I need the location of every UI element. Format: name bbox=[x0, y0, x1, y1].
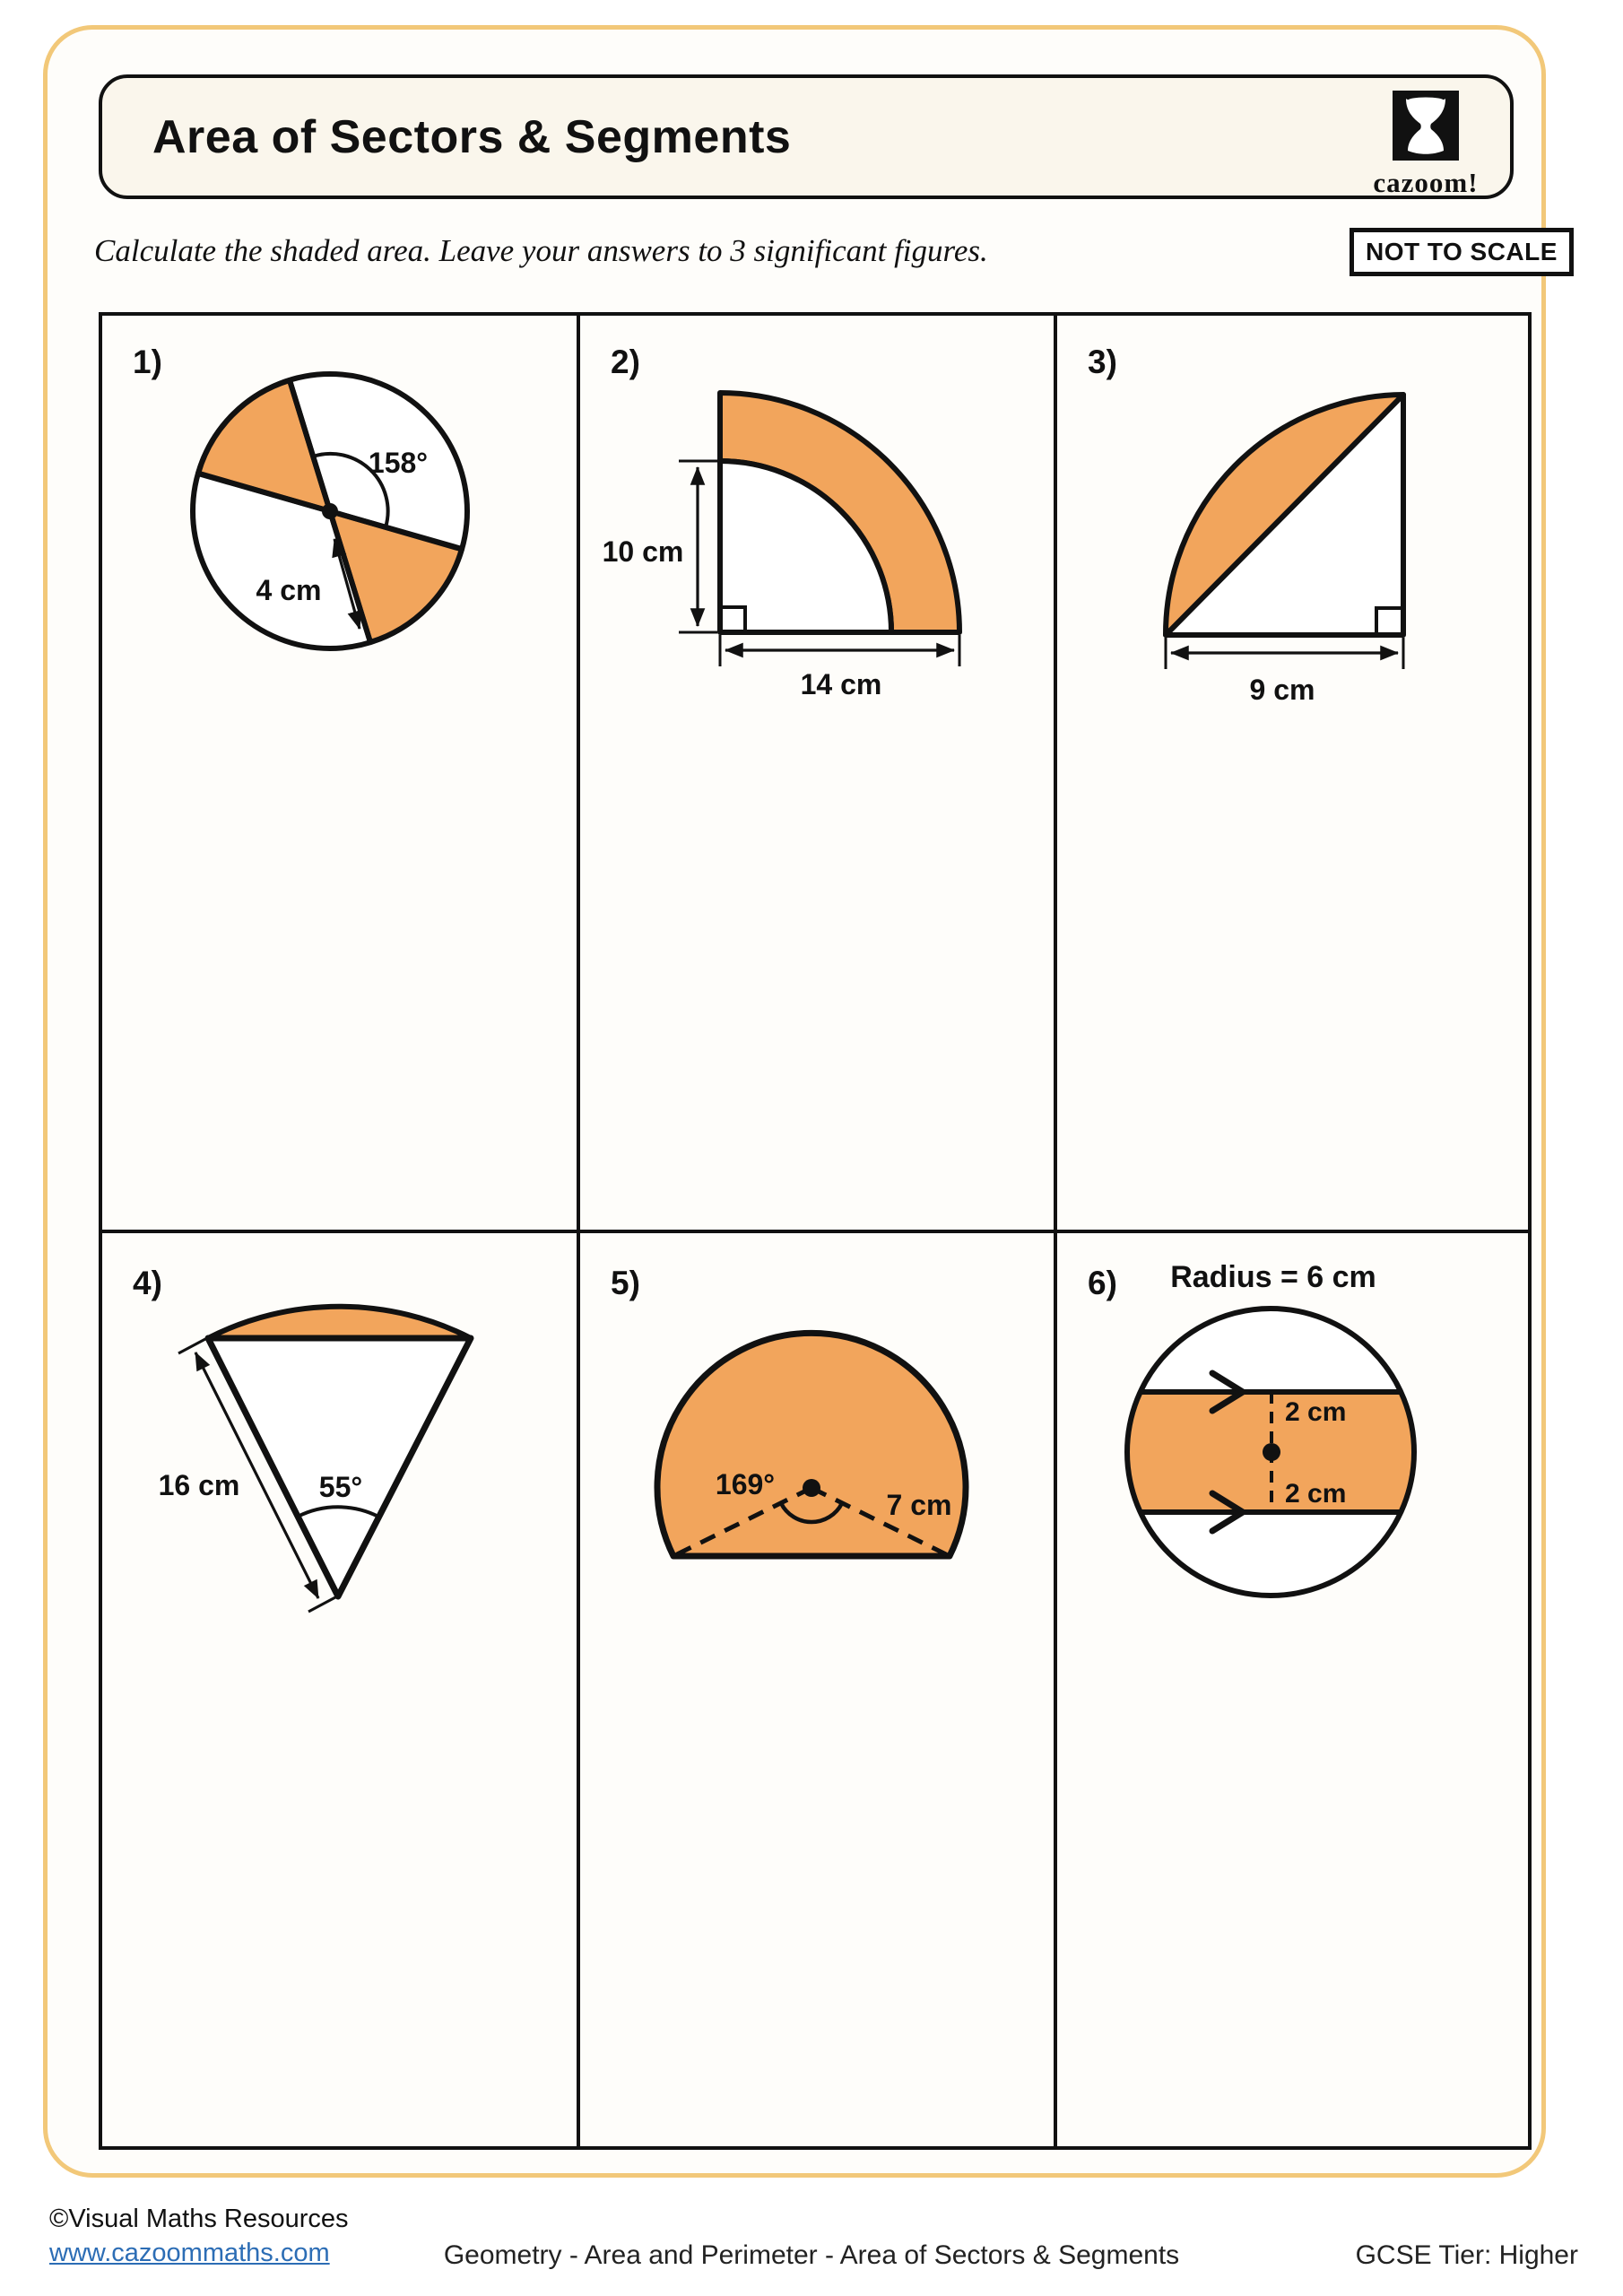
radius-label: 16 cm bbox=[158, 1469, 240, 1501]
figure-1-sector-circle bbox=[100, 316, 577, 1230]
problem-2-cell bbox=[578, 316, 1054, 1230]
problem-2-number: 2) bbox=[611, 344, 640, 380]
sector-triangle bbox=[208, 1338, 471, 1596]
copyright-text: ©Visual Maths Resources bbox=[49, 2205, 349, 2233]
circle-centre-dot bbox=[322, 503, 338, 519]
figure-6-band-circle bbox=[1055, 1235, 1530, 2146]
circle-centre-dot bbox=[1263, 1443, 1280, 1461]
problem-4-number: 4) bbox=[133, 1265, 162, 1301]
radius-label: 7 cm bbox=[886, 1489, 952, 1521]
problem-1-number: 1) bbox=[133, 344, 162, 380]
radius-label: 4 cm bbox=[256, 574, 322, 606]
figure-2-quarter-annulus bbox=[578, 316, 1054, 1230]
lower-distance-label: 2 cm bbox=[1285, 1479, 1347, 1509]
page-title: Area of Sectors & Segments bbox=[152, 110, 792, 163]
problem-1-cell bbox=[100, 316, 577, 1230]
upper-distance-label: 2 cm bbox=[1285, 1397, 1347, 1427]
website-link[interactable]: www.cazoommaths.com bbox=[49, 2239, 330, 2267]
footer-tier: GCSE Tier: Higher bbox=[1355, 2240, 1578, 2270]
instruction-text: Calculate the shaded area. Leave your answers to 3 significant figures. bbox=[94, 233, 988, 268]
radius-heading: Radius = 6 cm bbox=[1170, 1260, 1376, 1294]
problem-4-cell bbox=[100, 1235, 577, 2146]
worksheet-header bbox=[99, 74, 1514, 199]
cazoom-logo bbox=[1372, 91, 1480, 199]
base-label: 14 cm bbox=[800, 668, 882, 700]
base-label: 9 cm bbox=[1249, 674, 1315, 706]
figure-3-segment-triangle bbox=[1055, 316, 1530, 1230]
figure-4-cone-sector bbox=[100, 1235, 577, 2146]
angle-label: 158° bbox=[368, 447, 429, 479]
figure-5-major-segment bbox=[578, 1235, 1054, 2146]
cazoom-logo-text: cazoom! bbox=[1373, 167, 1479, 198]
problem-6-cell bbox=[1055, 1235, 1530, 2146]
problem-3-cell bbox=[1055, 316, 1530, 1230]
angle-label: 169° bbox=[715, 1468, 776, 1500]
problem-6-number: 6) bbox=[1088, 1265, 1117, 1301]
shaded-segment bbox=[208, 1307, 471, 1338]
not-to-scale-badge: NOT TO SCALE bbox=[1350, 228, 1574, 276]
cazoom-drum-icon bbox=[1393, 91, 1459, 161]
problem-3-number: 3) bbox=[1088, 344, 1117, 380]
circle-centre-dot bbox=[803, 1479, 820, 1497]
height-label: 10 cm bbox=[602, 535, 684, 568]
grid-divider-horizontal bbox=[99, 1230, 1532, 1233]
problem-5-cell bbox=[578, 1235, 1054, 2146]
footer-breadcrumb: Geometry - Area and Perimeter - Area of Sectors & Segments bbox=[443, 2240, 1180, 2270]
angle-label: 55° bbox=[318, 1471, 363, 1503]
problem-5-number: 5) bbox=[611, 1265, 640, 1301]
